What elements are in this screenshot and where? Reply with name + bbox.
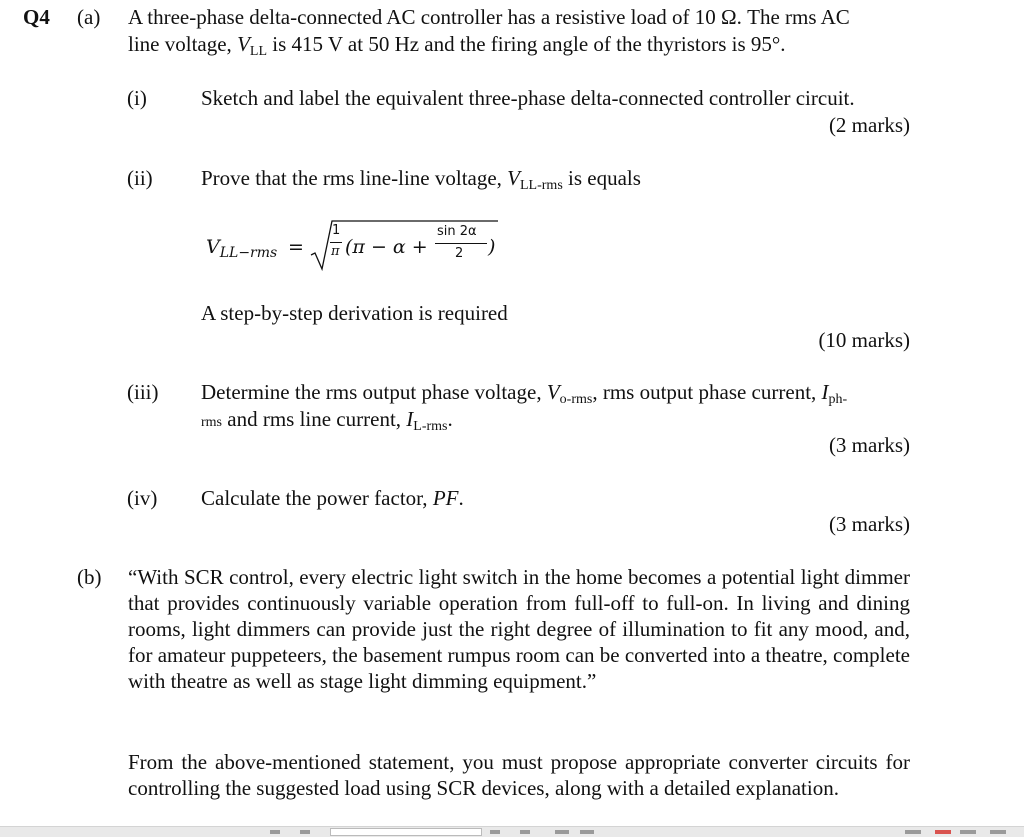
sub-iv-pre: Calculate the power factor, xyxy=(201,486,433,510)
eq-sin-den: 2 xyxy=(455,246,464,261)
toolbar-icon-5 xyxy=(555,830,569,834)
toolbar-icon-2 xyxy=(300,830,310,834)
sub-iii-mid2: and rms line current, xyxy=(222,407,407,431)
intro-line-1: A three-phase delta-connected AC controller has a resistive load of 10 Ω. The rms AC xyxy=(128,5,850,29)
eq-sin-bar xyxy=(435,243,487,244)
sub-ii-label: (ii) xyxy=(127,166,153,190)
sub-iv-var: PF xyxy=(432,486,459,510)
bottom-toolbar xyxy=(0,826,1024,837)
toolbar-icon-1 xyxy=(270,830,280,834)
sub-ii-text-post: is equals xyxy=(562,166,641,190)
sub-iii-label: (iii) xyxy=(127,380,159,404)
toolbar-icon-9 xyxy=(960,830,976,834)
toolbar-icon-6 xyxy=(580,830,594,834)
eq-lhs-sub: LL−rms xyxy=(219,245,278,261)
sub-ii-note: A step-by-step derivation is required xyxy=(201,301,508,325)
sub-iv-post: . xyxy=(458,486,464,510)
eq-frac-bar xyxy=(330,242,342,243)
sub-iii-line-2 xyxy=(201,406,453,440)
part-b-quote: “With SCR control, every electric light switch in the home becomes a potential light dimmer that provides continuously variable operation from full-off to full-on. In living and dining rooms, light dimmers can provide just the right degree of illumination to fit any mood, and, for amateur puppeteers, the basement rumpus room can be converted into a theatre, complete with theatre as well as stage light dimming equipment.” xyxy=(128,565,910,693)
sub-ii-text xyxy=(201,165,641,199)
toolbar-icon-4 xyxy=(520,830,530,834)
part-b-task: From the above-mentioned statement, you must propose appropriate converter circuits for controlling the suggested load using SCR devices, along with a detailed explanation. xyxy=(128,750,910,800)
sub-iv-text xyxy=(201,485,464,511)
sub-i-label: (i) xyxy=(127,86,147,110)
intro-line-2 xyxy=(128,31,786,65)
toolbar-icon-3 xyxy=(490,830,500,834)
sub-i-marks: (2 marks) xyxy=(828,113,910,137)
sub-iii-var1: V xyxy=(546,380,560,404)
part-b-label: (b) xyxy=(77,565,102,589)
intro-text-pre: line voltage, xyxy=(128,32,238,56)
sub-iii-marks: (3 marks) xyxy=(828,433,910,457)
sub-iv-label: (iv) xyxy=(127,486,158,510)
sub-iv-marks: (3 marks) xyxy=(828,512,910,536)
question-number: Q4 xyxy=(23,5,50,29)
sub-iii-var1-sub: o-rms xyxy=(559,392,593,407)
var-v-sub: LL xyxy=(249,44,267,59)
sub-iii-pre: Determine the rms output phase voltage, xyxy=(201,380,547,404)
sub-iii-var3-sub: L-rms xyxy=(413,419,448,434)
eq-frac-num: 1 xyxy=(332,223,341,238)
eq-close: ) xyxy=(488,236,496,258)
sub-i-text: Sketch and label the equivalent three-phase delta-connected controller circuit. xyxy=(201,86,855,110)
sub-iii-var2-sub-b: rms xyxy=(201,415,222,430)
sub-ii-var-sub: LL-rms xyxy=(520,178,563,193)
eq-lhs xyxy=(206,234,277,266)
toolbar-icon-7 xyxy=(905,830,921,834)
eq-lhs-v: V xyxy=(206,236,220,258)
eq-body: (π − α + xyxy=(345,236,428,258)
eq-frac-den: π xyxy=(331,244,340,259)
var-v: V xyxy=(237,32,250,56)
eq-equals: = xyxy=(288,236,304,258)
toolbar-icon-8 xyxy=(935,830,951,834)
eq-sin-num: sin 2α xyxy=(437,224,477,239)
intro-text-post: is 415 V at 50 Hz and the firing angle of the thyristors is 95°. xyxy=(267,32,786,56)
sub-ii-var: V xyxy=(507,166,520,190)
toolbar-field[interactable] xyxy=(330,828,482,836)
sub-iii-var2: I xyxy=(821,380,829,404)
sub-ii-text-pre: Prove that the rms line-line voltage, xyxy=(201,166,508,190)
sub-ii-marks: (10 marks) xyxy=(818,328,910,352)
sub-iii-end: . xyxy=(447,407,453,431)
toolbar-icon-10 xyxy=(990,830,1006,834)
sub-iii-var3: I xyxy=(406,407,414,431)
sub-iii-mid: , rms output phase current, xyxy=(592,380,822,404)
part-a-label: (a) xyxy=(77,5,101,29)
sub-iii-var2-sub-a: ph- xyxy=(828,392,848,407)
